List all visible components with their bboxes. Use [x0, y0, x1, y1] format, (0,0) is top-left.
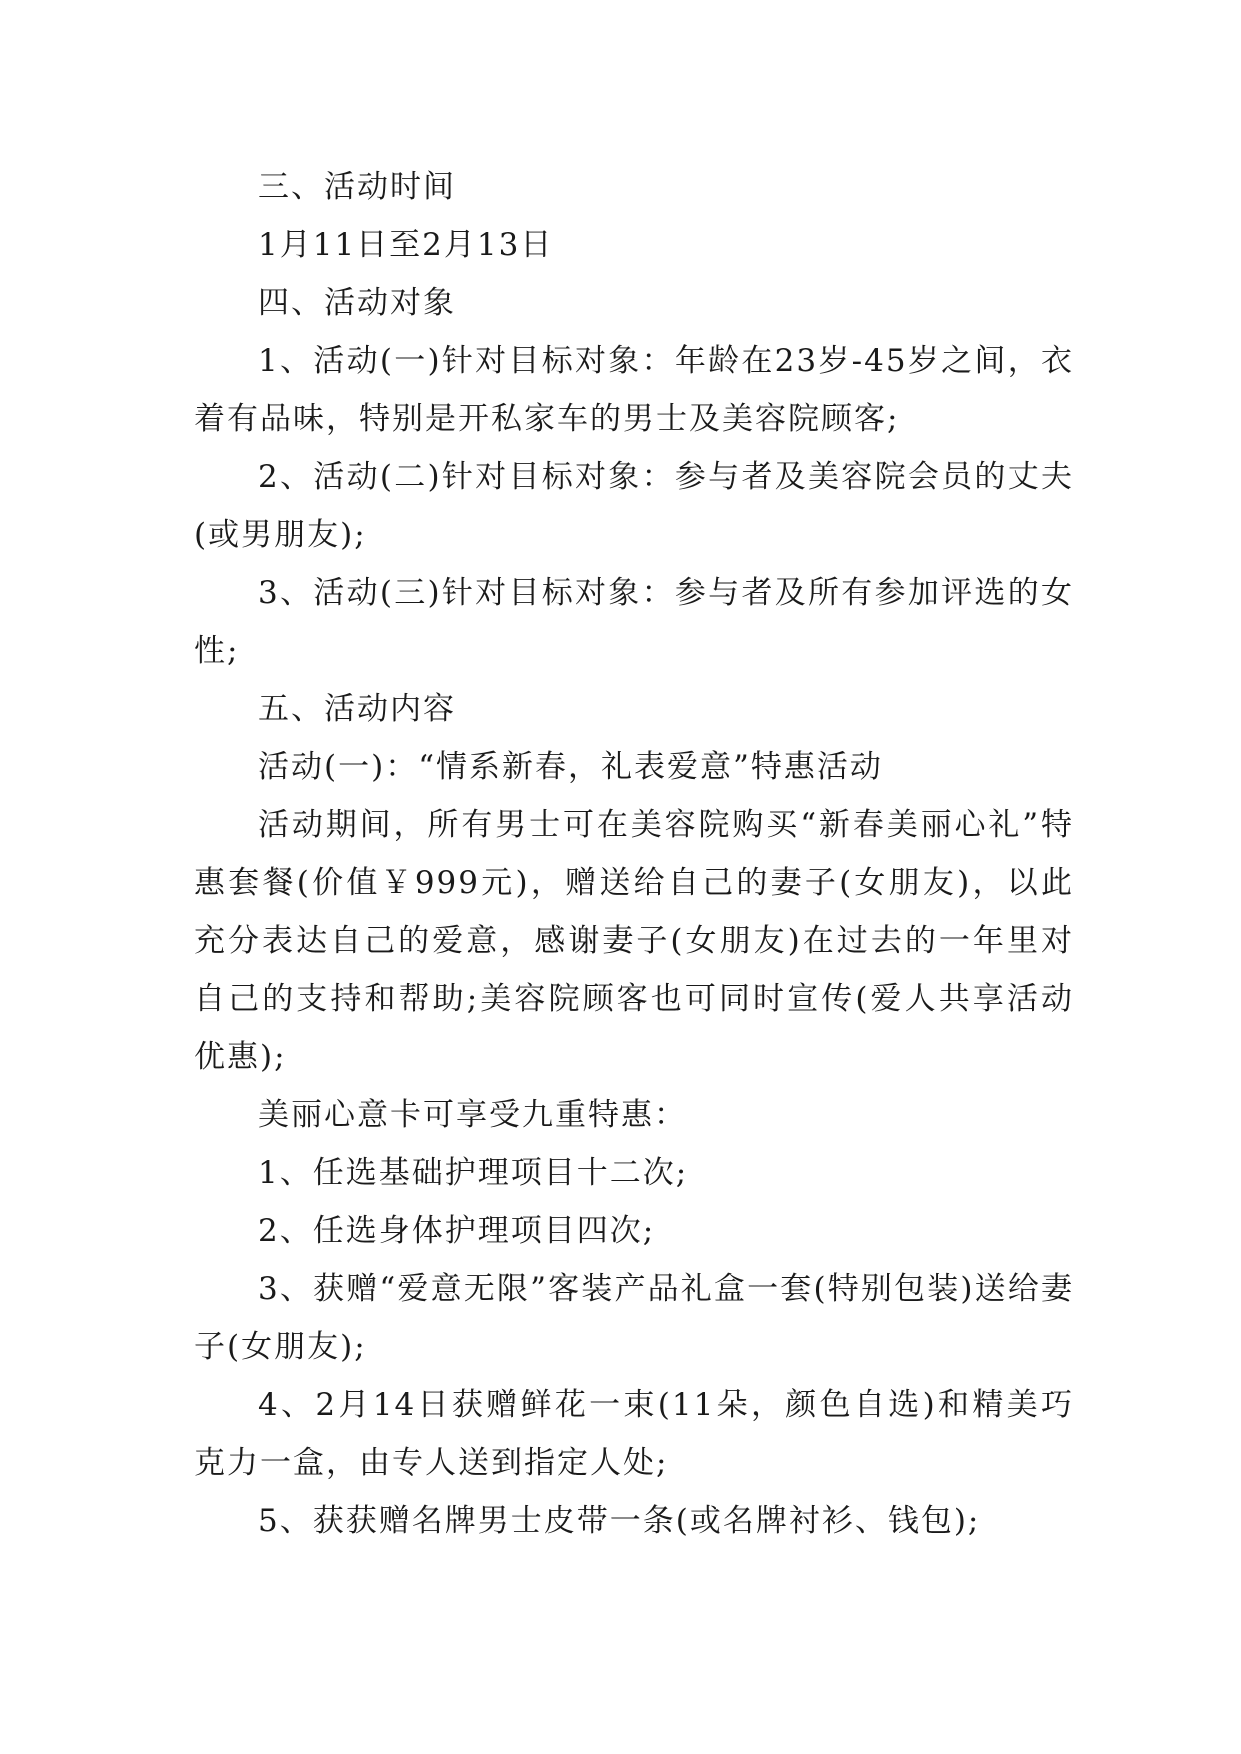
section-heading-time: 三、活动时间 — [258, 169, 456, 205]
section-heading-target: 四、活动对象 — [258, 285, 456, 321]
activity-date-range: 1月11日至2月13日 — [258, 227, 554, 263]
benefit-item-2: 2、任选身体护理项目四次; — [258, 1213, 656, 1249]
card-benefits-heading: 美丽心意卡可享受九重特惠： — [258, 1097, 687, 1133]
target-item-3: 3、活动(三)针对目标对象：参与者及所有参加评选的女性; — [194, 575, 1074, 669]
benefit-item-4: 4、2月14日获赠鲜花一束(11朵，颜色自选)和精美巧克力一盒，由专人送到指定人处; — [194, 1387, 1074, 1481]
target-item-1: 1、活动(一)针对目标对象：年龄在23岁-45岁之间，衣着有品味，特别是开私家车的男士及美容院顾客; — [194, 343, 1074, 437]
activity-one-title: 活动(一)：“情系新春，礼表爱意”特惠活动 — [258, 749, 883, 785]
benefit-item-1: 1、任选基础护理项目十二次; — [258, 1155, 689, 1191]
target-item-2: 2、活动(二)针对目标对象：参与者及美容院会员的丈夫(或男朋友); — [194, 459, 1074, 553]
activity-one-description: 活动期间，所有男士可在美容院购买“新春美丽心礼”特惠套餐(价值￥999元)，赠送给自己的妻子(女朋友)，以此充分表达自己的爱意，感谢妻子(女朋友)在过去的一年里对自己的支持和帮助;美容院顾客也可同时宣传(爱人共享活动优惠); — [194, 807, 1074, 1075]
benefit-item-5: 5、获获赠名牌男士皮带一条(或名牌衬衫、钱包); — [258, 1503, 981, 1539]
section-heading-content: 五、活动内容 — [258, 691, 456, 727]
document-body — [194, 158, 1074, 1550]
benefit-item-3: 3、获赠“爱意无限”客装产品礼盒一套(特别包装)送给妻子(女朋友); — [194, 1271, 1074, 1365]
